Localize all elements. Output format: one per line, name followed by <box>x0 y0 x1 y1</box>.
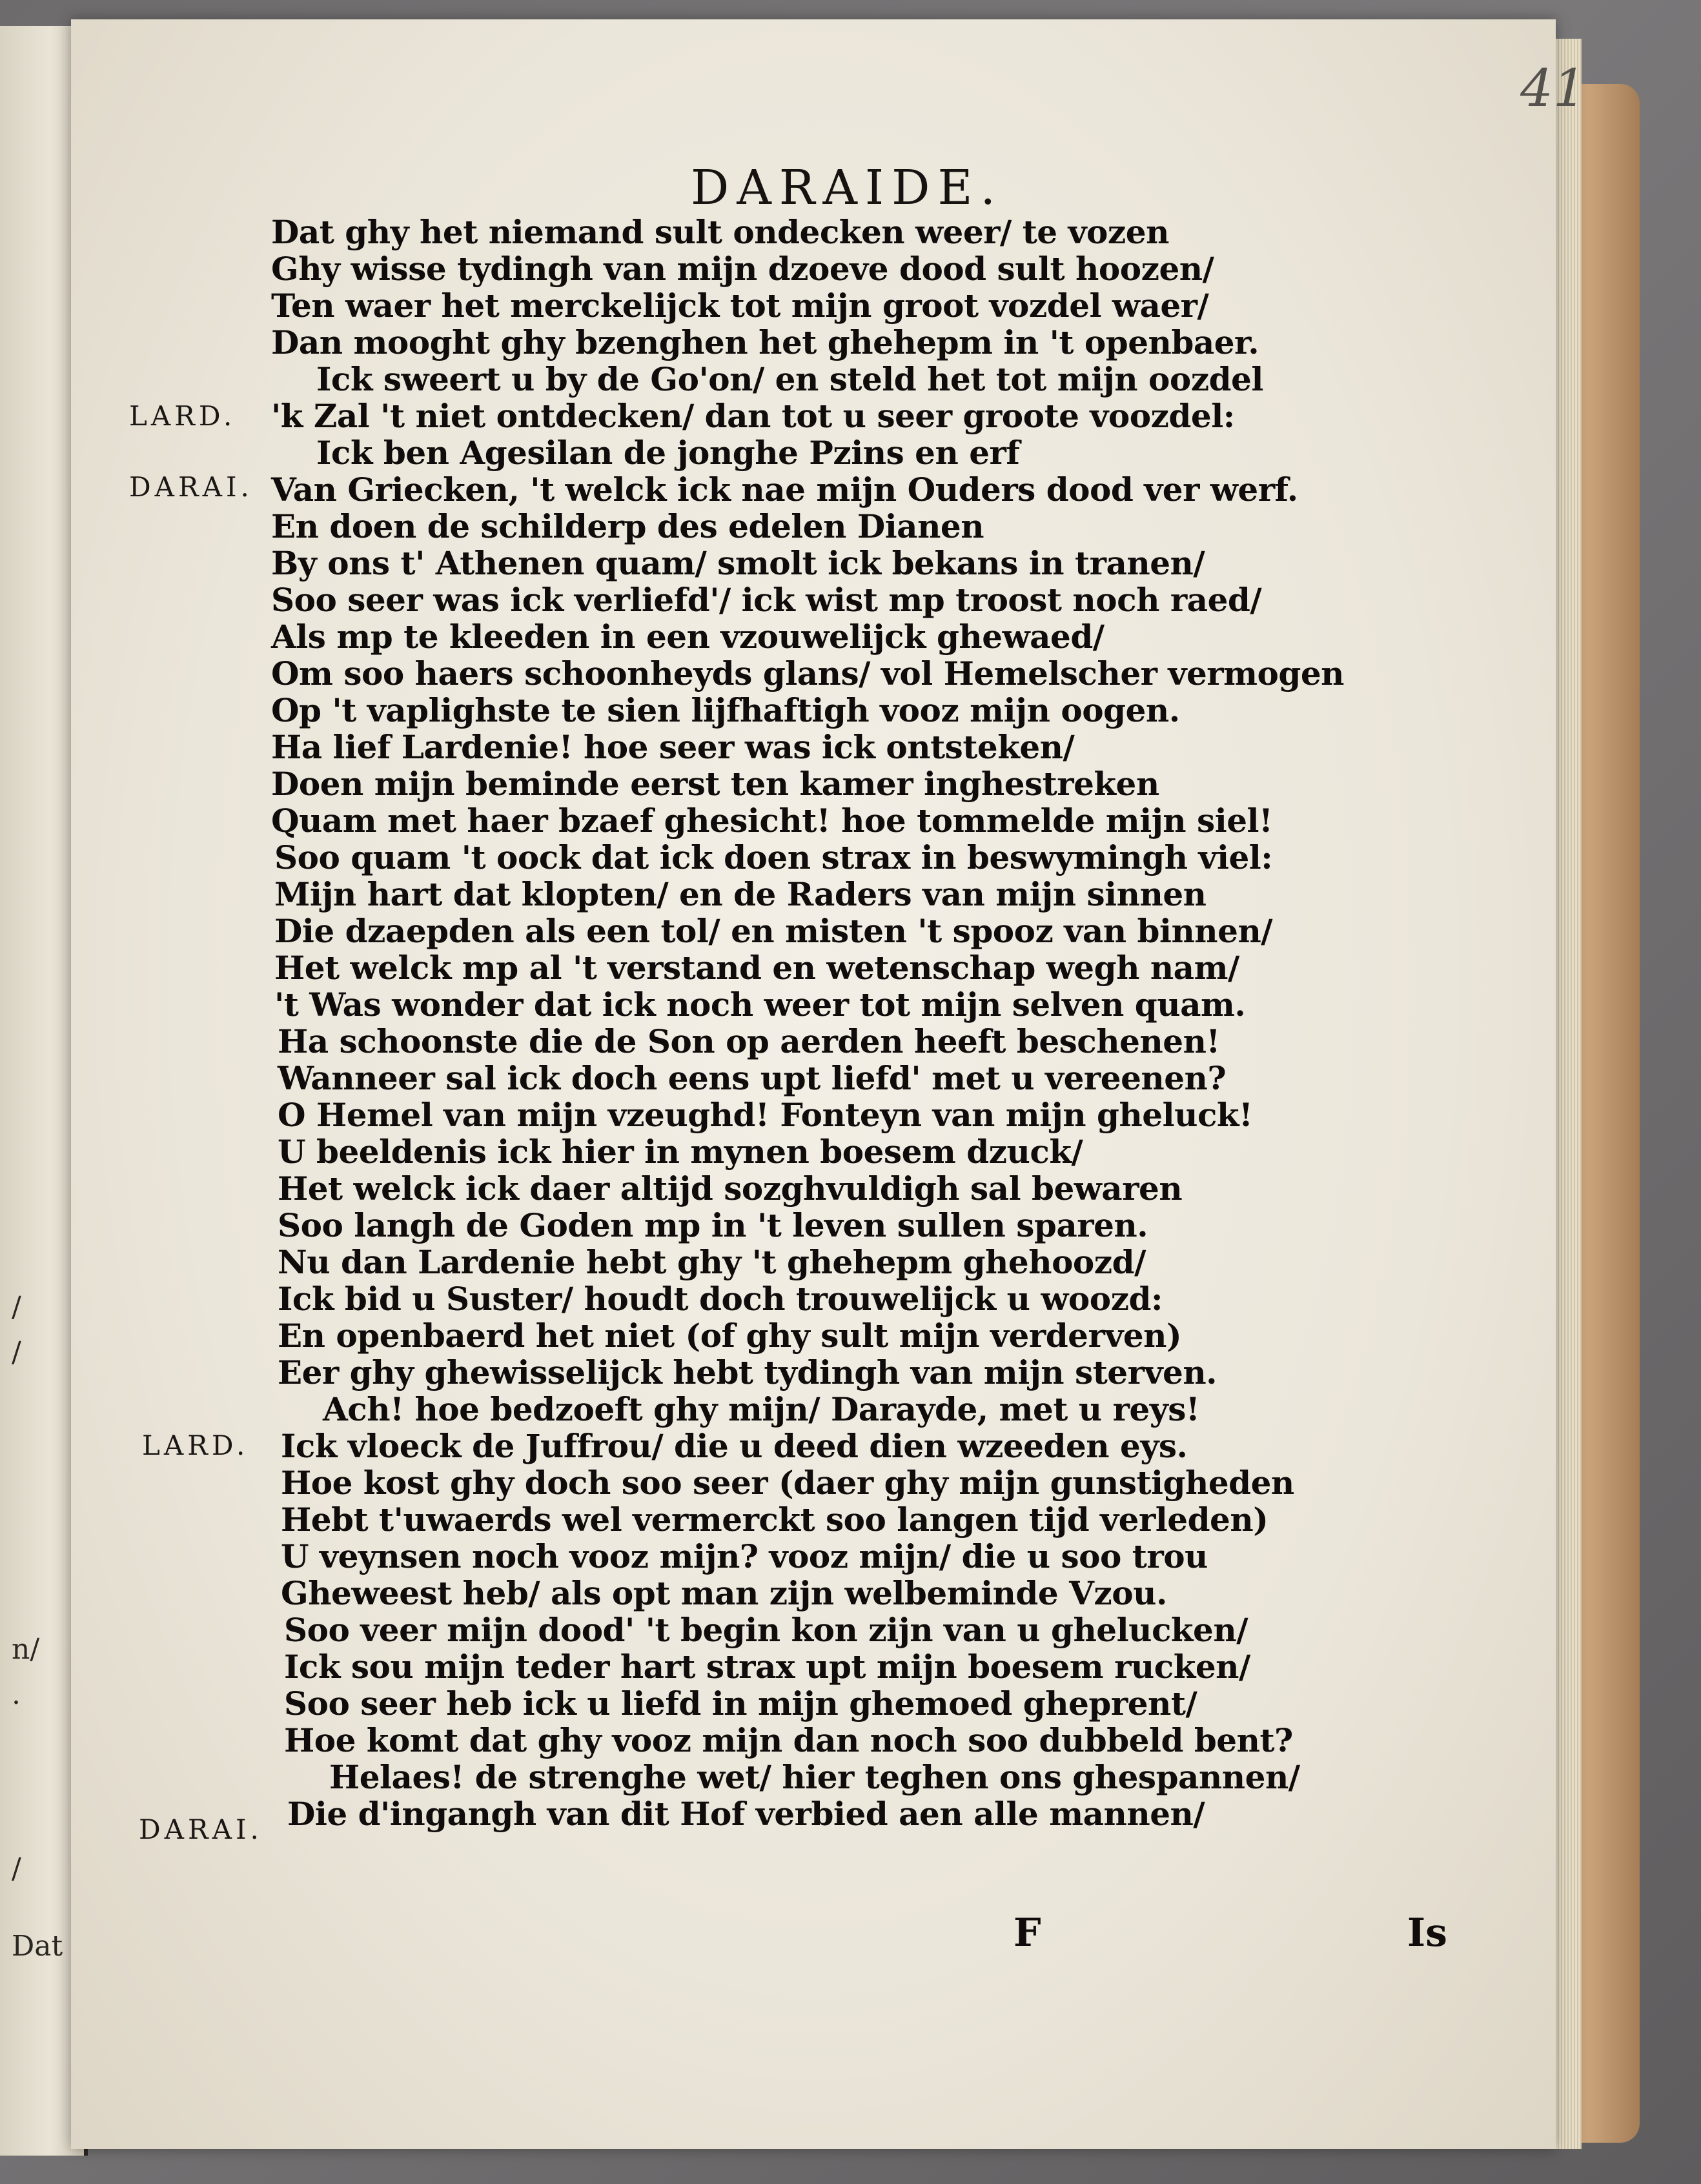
verse-line: Het welck mp al 't verstand en wetenschap wegh nam/ <box>274 949 1239 987</box>
verse-line: Als mp te kleeden in een vzouwelijck ghewaed/ <box>271 618 1105 656</box>
verse-line: Quam met haer bzaef ghesicht! hoe tommelde mijn siel! <box>271 802 1273 840</box>
speaker-label: LARD. <box>129 400 236 432</box>
verse-line: Nu dan Lardenie hebt ghy 't ghehepm ghehoozd/ <box>278 1243 1146 1281</box>
verse-line: Helaes! de strenghe wet/ hier teghen ons ghespannen/ <box>329 1758 1300 1796</box>
left-page-fragment: . <box>12 1678 21 1711</box>
verse-line: Ick bid u Suster/ houdt doch trouwelijck u woozd: <box>278 1280 1163 1318</box>
verse-line: O Hemel van mijn vzeughd! Fonteyn van mijn gheluck! <box>278 1096 1253 1134</box>
verse-line: Op 't vaplighste te sien lijfhaftigh vooz mijn oogen. <box>271 691 1180 729</box>
speaker-label: DARAI. <box>129 471 253 503</box>
verse-line: 't Was wonder dat ick noch weer tot mijn selven quam. <box>274 986 1246 1024</box>
verse-line: En openbaerd het niet (of ghy sult mijn verderven) <box>278 1317 1182 1355</box>
verse-line: Die dzaepden als een tol/ en misten 't spooz van binnen/ <box>274 912 1273 950</box>
left-page-fragment: / <box>12 1291 21 1324</box>
verse-line: Van Griecken, 't welck ick nae mijn Ouders dood ver werf. <box>271 470 1298 509</box>
left-page-fragment: / <box>12 1336 21 1369</box>
catchword: Is <box>1407 1910 1447 1956</box>
signature-mark: F <box>1013 1910 1041 1956</box>
verse-line: Dat ghy het niemand sult ondecken weer/ te vozen <box>271 213 1169 251</box>
verse-line: Dan mooght ghy bzenghen het ghehepm in 't openbaer. <box>271 323 1259 361</box>
verse-line: Ach! hoe bedzoeft ghy mijn/ Darayde, met u reys! <box>323 1390 1200 1428</box>
verse-line: Ick vloeck de Juffrou/ die u deed dien wzeeden eys. <box>281 1427 1188 1465</box>
verse-line: Gheweest heb/ als opt man zijn welbeminde Vzou. <box>281 1574 1167 1612</box>
verse-line: Soo veer mijn dood' 't begin kon zijn van u ghelucken/ <box>284 1611 1248 1649</box>
verse-line: Ick sou mijn teder hart strax upt mijn boesem rucken/ <box>284 1648 1250 1686</box>
verse-line: Hoe kost ghy doch soo seer (daer ghy mijn gunstigheden <box>281 1464 1294 1502</box>
verse-line: Ha lief Lardenie! hoe seer was ick ontsteken/ <box>271 728 1075 766</box>
verse-line: Ha schoonste die de Son op aerden heeft beschenen! <box>278 1022 1220 1060</box>
verse-line: Eer ghy ghewisselijck hebt tydingh van mijn sterven. <box>278 1353 1217 1391</box>
verse-line: Soo seer heb ick u liefd in mijn ghemoed gheprent/ <box>284 1684 1197 1723</box>
verse-line: By ons t' Athenen quam/ smolt ick bekans in tranen/ <box>271 544 1205 582</box>
verse-line: U veynsen noch vooz mijn? vooz mijn/ die u soo trou <box>281 1537 1208 1575</box>
verse-line: 'k Zal 't niet ontdecken/ dan tot u seer groote voozdel: <box>271 397 1235 435</box>
right-page <box>71 19 1586 2149</box>
verse-line: Het welck ick daer altijd sozghvuldigh sal bewaren <box>278 1169 1183 1208</box>
verse-line: Om soo haers schoonheyds glans/ vol Hemelscher vermogen <box>271 654 1345 693</box>
folio-number: 41 <box>1520 58 1586 118</box>
verse-line: Wanneer sal ick doch eens upt liefd' met u vereenen? <box>278 1059 1227 1097</box>
speaker-label: DARAI. <box>139 1814 263 1845</box>
left-page-fragment: / <box>12 1852 21 1885</box>
verse-line: En doen de schilderp des edelen Dianen <box>271 507 984 545</box>
speaker-label: LARD. <box>142 1430 249 1461</box>
running-title: DARAIDE. <box>691 160 1004 216</box>
left-page-fragment: n/ <box>12 1633 40 1666</box>
verse-line: Ghy wisse tydingh van mijn dzoeve dood sult hoozen/ <box>271 250 1214 288</box>
verse-line: Ick ben Agesilan de jonghe Pzins en erf <box>316 434 1020 472</box>
verse-line: Soo quam 't oock dat ick doen strax in beswymingh viel: <box>274 838 1273 876</box>
verse-line: U beeldenis ick hier in mynen boesem dzuck/ <box>278 1133 1083 1171</box>
verse-line: Ten waer het merckelijck tot mijn groot vozdel waer/ <box>271 287 1209 325</box>
verse-line: Mijn hart dat klopten/ en de Raders van mijn sinnen <box>274 875 1207 913</box>
verse-line: Doen mijn beminde eerst ten kamer inghestreken <box>271 765 1159 803</box>
left-page-fragment: Dat <box>12 1930 63 1963</box>
verse-line: Hebt t'uwaerds wel vermerckt soo langen tijd verleden) <box>281 1501 1268 1539</box>
verse-line: Hoe komt dat ghy vooz mijn dan noch soo dubbeld bent? <box>284 1721 1293 1759</box>
verse-line: Soo seer was ick verliefd'/ ick wist mp troost noch raed/ <box>271 581 1262 619</box>
verse-line: Soo langh de Goden mp in 't leven sullen sparen. <box>278 1206 1148 1244</box>
verse-line: Ick sweert u by de Go'on/ en steld het tot mijn oozdel <box>316 360 1263 398</box>
verse-line: Die d'ingangh van dit Hof verbied aen alle mannen/ <box>287 1795 1205 1833</box>
